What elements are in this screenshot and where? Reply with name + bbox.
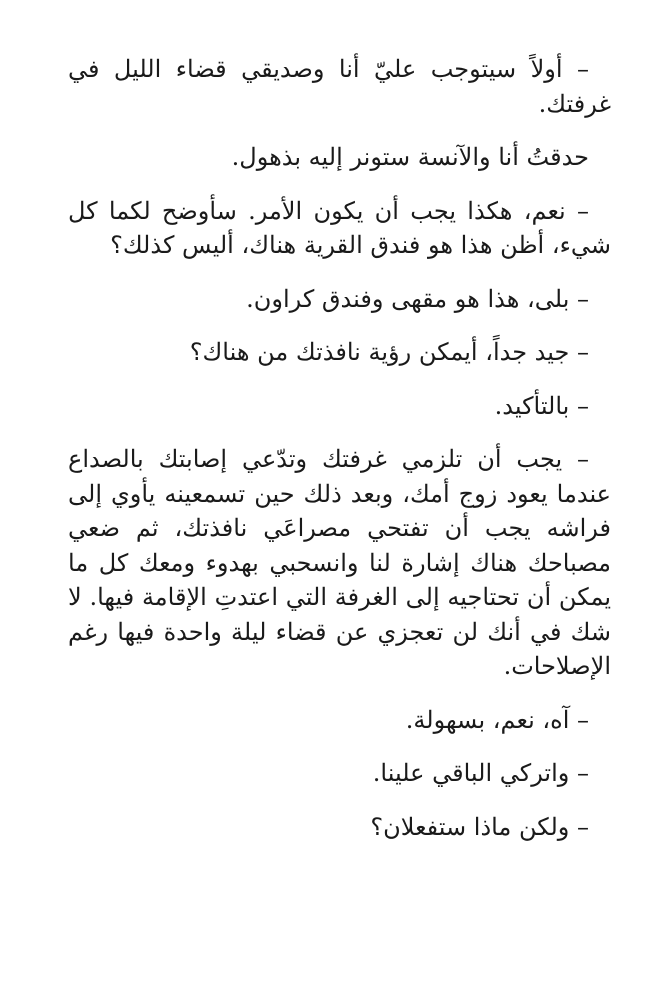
paragraph-3: – نعم، هكذا يجب أن يكون الأمر. سأوضح لكما كل شيء، أظن هذا هو فندق القرية هناك، أليس كذلك؟ <box>68 196 611 259</box>
page-text <box>68 52 611 863</box>
paragraph-7: – يجب أن تلزمي غرفتك وتدّعي إصابتك بالصداع عندما يعود زوج أمك، وبعد ذلك حين تسمعينه يأوي إلى فراشه يجب أن تفتحي مصراعَي نافذتك، ثم ضعي مصباحك هناك إشارة لنا وانسحبي بهدوء ومعك كل ما يمكن أن تحتاجيه إلى الغرفة التي اعتدتِ الإقامة فيها. لا شك في أنك لن تعجزي عن قضاء ليلة واحدة فيها رغم الإصلاحات. <box>68 445 611 680</box>
paragraph-8: – آه، نعم، بسهولة. <box>405 705 589 734</box>
paragraph-2: حدقتُ أنا والآنسة ستونر إليه بذهول. <box>231 143 589 171</box>
paragraph-5: – جيد جداً، أيمكن رؤية نافذتك من هناك؟ <box>189 338 589 366</box>
paragraph-6: – بالتأكيد. <box>494 391 589 420</box>
paragraph-1: – أولاً سيتوجب عليّ أنا وصديقي قضاء الليل في غرفتك. <box>68 55 611 118</box>
paragraph-10: – ولكن ماذا ستفعلان؟ <box>370 812 589 841</box>
paragraph-9: – واتركي الباقي علينا. <box>372 759 589 787</box>
paragraph-4: – بلى، هذا هو مقهى وفندق كراون. <box>246 284 589 313</box>
